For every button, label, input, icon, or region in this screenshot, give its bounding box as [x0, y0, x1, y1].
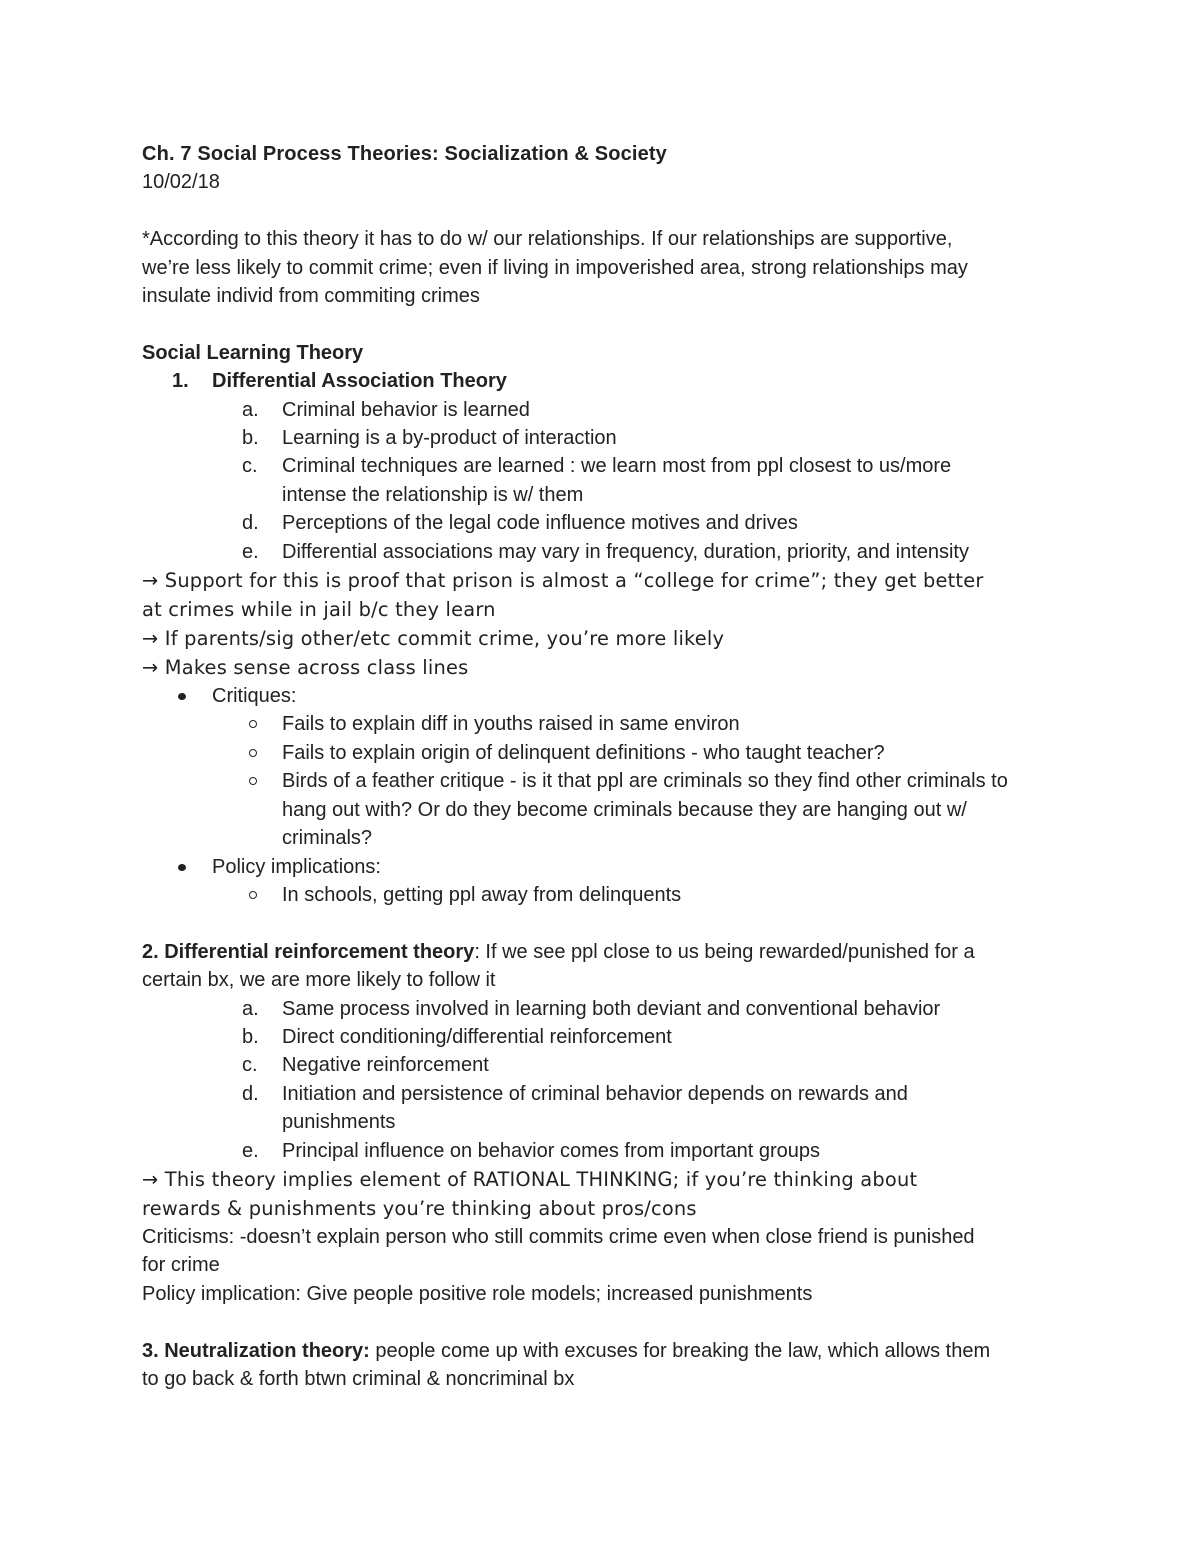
theory3-title: 3. Neutralization theory:: [142, 1339, 370, 1362]
list-item: [142, 1023, 1062, 1051]
date: 10/02/18: [142, 171, 220, 194]
list-item: [142, 995, 1062, 1023]
circle-bullet-icon: [242, 881, 282, 909]
list-item: [142, 509, 1062, 537]
policy-text: In schools, getting ppl away from delinquents: [282, 883, 682, 906]
critique-text: Birds of a feather critique - is it that ppl are criminals so they find other criminals to hang out with? Or do they become criminals because they are hanging out w/ criminals?: [282, 770, 1008, 850]
intro-line: *According to this theory it has to do w/ our relationships. If our relationships are supportive,: [142, 228, 953, 251]
arrow-note: → If parents/sig other/etc commit crime, you’re more likely: [142, 627, 725, 651]
theory3-description: people come up with excuses for breaking the law, which allows them: [369, 1339, 991, 1362]
intro-line: insulate individ from commiting crimes: [142, 285, 480, 308]
sub-bullet-item: [142, 881, 1062, 909]
list-item: [142, 396, 1062, 424]
list-item-text: Criminal behavior is learned: [282, 398, 530, 421]
arrow-note: → This theory implies element of RATIONAL THINKING; if you’re thinking about: [142, 1167, 918, 1191]
theory1-title: Differential Association Theory: [212, 370, 507, 393]
circle-bullet-icon: [242, 710, 282, 738]
list-item-text: Initiation and persistence of criminal behavior depends on rewards and punishments: [282, 1082, 908, 1134]
sub-bullet-item: [142, 739, 1062, 767]
critiques-label: Critiques:: [212, 685, 297, 708]
section-heading: Social Learning Theory: [142, 341, 364, 364]
policy-implication: Policy implication: Give people positive role models; increased punishments: [142, 1282, 813, 1305]
list-marker: d.: [242, 1082, 259, 1105]
list-item-text: Criminal techniques are learned : we learn most from ppl closest to us/more intense the relationship is w/ them: [282, 455, 952, 506]
critique-text: Fails to explain diff in youths raised in same environ: [282, 713, 740, 736]
criticisms-text: for crime: [142, 1254, 220, 1277]
list-marker: b.: [242, 1025, 259, 1048]
bullet-item: [142, 682, 1062, 710]
theory2-description: certain bx, we are more likely to follow it: [142, 969, 496, 992]
list-item-text: Same process involved in learning both deviant and conventional behavior: [282, 997, 941, 1020]
intro-line: we’re less likely to commit crime; even if living in impoverished area, strong relationships may: [142, 256, 968, 279]
policy-label: Policy implications:: [212, 855, 381, 878]
list-item: [142, 452, 1062, 509]
circle-bullet-icon: [242, 767, 282, 852]
list-item-text: Direct conditioning/differential reinforcement: [282, 1025, 672, 1048]
list-item-text: Negative reinforcement: [282, 1054, 489, 1077]
list-marker: a.: [242, 997, 259, 1020]
bullet-icon: [172, 682, 212, 710]
theory2-description: : If we see ppl close to us being rewarded/punished for a: [474, 940, 975, 963]
list-marker: e.: [242, 540, 259, 563]
list-item: [142, 1137, 1062, 1165]
list-item-text: Principal influence on behavior comes from important groups: [282, 1139, 821, 1162]
list-item-text: Differential associations may vary in frequency, duration, priority, and intensity: [282, 540, 969, 563]
list-marker: b.: [242, 427, 259, 450]
list-item: [142, 1051, 1062, 1079]
theory2-heading: [142, 938, 1062, 966]
list-marker: e.: [242, 1139, 259, 1162]
bullet-item: [142, 853, 1062, 881]
criticisms-text: Criticisms: -doesn’t explain person who still commits crime even when close friend is punished: [142, 1225, 975, 1248]
list-item-text: Perceptions of the legal code influence motives and drives: [282, 512, 798, 535]
sub-bullet-item: [142, 710, 1062, 738]
list-marker: c.: [242, 1054, 258, 1077]
document-page: [142, 140, 1062, 1393]
list-item: [142, 1080, 1062, 1137]
circle-bullet-icon: [242, 739, 282, 767]
list-item: [142, 424, 1062, 452]
arrow-note: → Support for this is proof that prison is almost a “college for crime”; they get better: [142, 569, 984, 593]
bullet-icon: [172, 853, 212, 881]
arrow-note: at crimes while in jail b/c they learn: [142, 598, 496, 622]
list-marker: d.: [242, 512, 259, 535]
list-marker: c.: [242, 455, 258, 478]
theory3-description: to go back & forth btwn criminal & noncriminal bx: [142, 1367, 575, 1390]
list-number: 1.: [172, 370, 189, 393]
list-item-text: Learning is a by-product of interaction: [282, 427, 617, 450]
theory1-heading: [142, 367, 1062, 395]
list-marker: a.: [242, 398, 259, 421]
arrow-note: rewards & punishments you’re thinking about pros/cons: [142, 1196, 697, 1220]
critique-text: Fails to explain origin of delinquent definitions - who taught teacher?: [282, 741, 885, 764]
sub-bullet-item: [142, 767, 1062, 852]
theory3-heading: [142, 1337, 1062, 1365]
arrow-note: → Makes sense across class lines: [142, 656, 469, 680]
list-item: [142, 538, 1062, 566]
page-title: Ch. 7 Social Process Theories: Socialization & Society: [142, 143, 667, 165]
theory2-title: 2. Differential reinforcement theory: [142, 940, 475, 963]
